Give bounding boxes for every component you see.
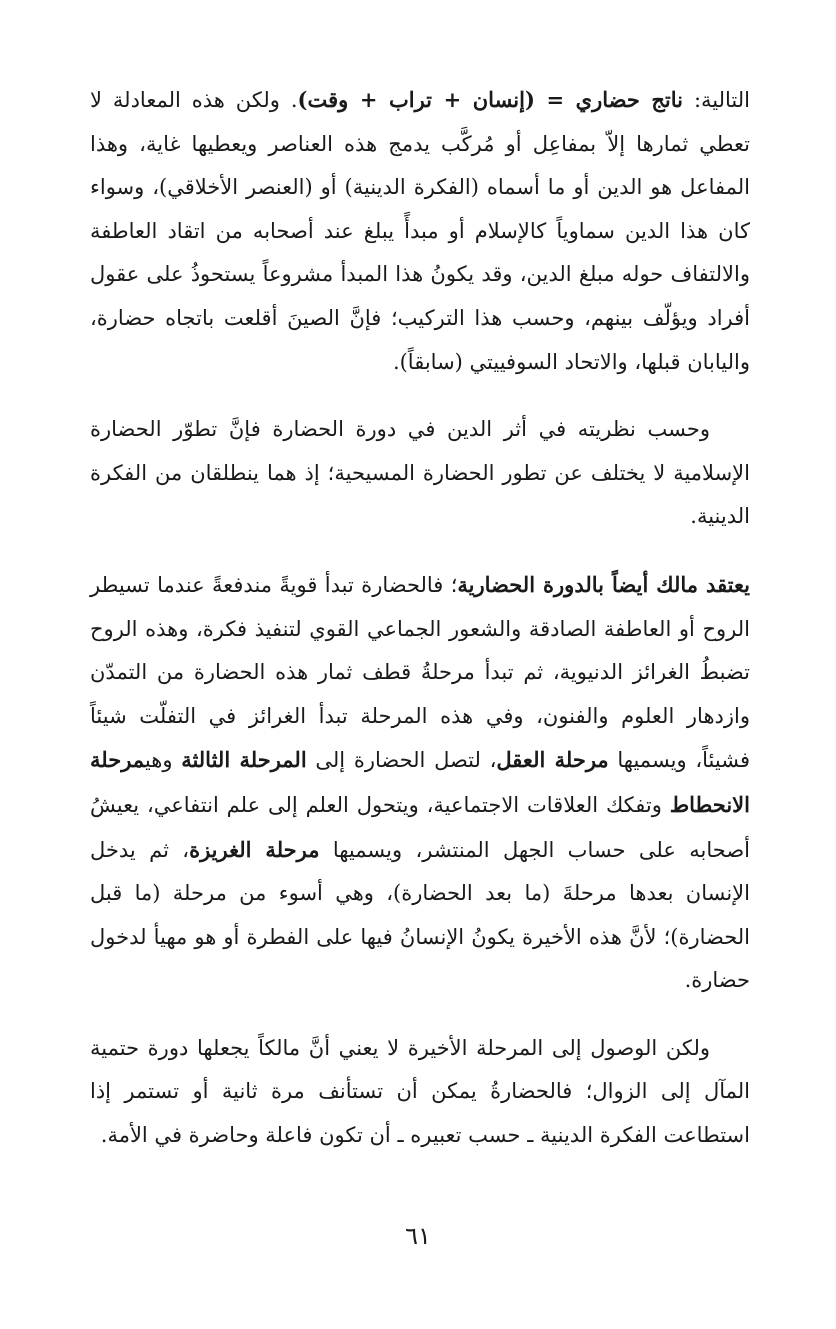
- text-segment: وهي: [144, 748, 182, 773]
- paragraph-gap: [90, 539, 750, 563]
- text-segment: ، ثم يدخل الإنسان بعدها مرحلةَ (ما بعد الحضارة)، وهي أسوء من مرحلة (ما قبل الحضارة)؛ لأنَّ هذه الأخيرة يكونُ الإنسانُ فيها على الفطرة أو هو مهيأ لدخول حضارة.: [90, 837, 750, 993]
- equation-bold: ناتج حضاري = (إنسان + تراب + وقت): [297, 87, 684, 112]
- term-bold: مرحلة الغريزة: [189, 836, 320, 862]
- text-segment: وحسب نظريته في أثر الدين في دورة الحضارة فإنَّ تطوّر الحضارة الإسلامية لا يختلف عن تطور الحضارة المسيحية؛ إذ هما ينطلقان من الفكرة الدينية.: [90, 417, 750, 529]
- paragraph-3: [90, 563, 750, 1003]
- page-body: [90, 78, 750, 1158]
- paragraph-4: [90, 1027, 750, 1158]
- paragraph-gap: [90, 1003, 750, 1027]
- text-segment: . ولكن هذه المعادلة لا تعطي ثمارها إلاّ بمفاعِل أو مُركَّب يدمج هذه العناصر ويعطيها غاية، وهذا المفاعل هو الدين أو ما أسماه (الفكرة الدينية) أو (العنصر الأخلاقي)، وسواء كان هذا الدين سماوياً كالإسلام أو مبدأً يبلغ عند أصحابه من اتقاد العاطفة والالتفاف حوله مبلغ الدين، وقد يكونُ هذا المبدأ مشروعاً يستحوذُ على عقول أفراد ويؤلّف بينهم، وحسب هذا التركيب؛ فإنَّ الصينَ أقلعت باتجاه حضارة، واليابان قبلها، والاتحاد السوفييتي (سابقاً).: [90, 88, 750, 374]
- paragraph-1: [90, 78, 750, 384]
- text-segment: ؛ فالحضارة تبدأ قويةً مندفعةً عندما تسيطر الروح أو العاطفة الصادقة والشعور الجماعي القوي لتنفيذ فكرة، وهذه الروح تضبطُ الغرائز الدنيوية، ثم تبدأ مرحلةُ قطف ثمار هذه الحضارة من التمدّن وازدهار العلوم والفنون، وفي هذه المرحلة تبدأ الغرائز في التفلّت شيئاً فشيئاً، ويسميها: [90, 572, 750, 773]
- paragraph-gap: [90, 384, 750, 408]
- lead-bold: يعتقد مالك أيضاً بالدورة الحضارية: [457, 571, 750, 597]
- term-bold: مرحلة الانحطاط: [90, 747, 750, 817]
- text-segment: ولكن الوصول إلى المرحلة الأخيرة لا يعني أنَّ مالكاً يجعلها دورة حتمية المآل إلى الزوال؛ فالحضارةُ يمكن أن تستأنف مرة ثانية أو تستمر إذا استطاعت الفكرة الدينية ـ حسب تعبيره ـ أن تكون فاعلة وحاضرة في الأمة.: [90, 1035, 750, 1148]
- term-bold: مرحلة العقل: [496, 747, 609, 773]
- term-bold: المرحلة الثالثة: [181, 747, 307, 773]
- text-segment: التالية:: [683, 88, 750, 112]
- text-segment: ، لتصل الحضارة إلى: [306, 748, 497, 773]
- page-number: ٦١: [405, 1222, 431, 1250]
- paragraph-2: [90, 408, 750, 539]
- text-segment: وتفكك العلاقات الاجتماعية، ويتحول العلم إلى علم انتفاعي، يعيشُ أصحابه على حساب الجهل المنتشر، ويسميها: [90, 792, 750, 862]
